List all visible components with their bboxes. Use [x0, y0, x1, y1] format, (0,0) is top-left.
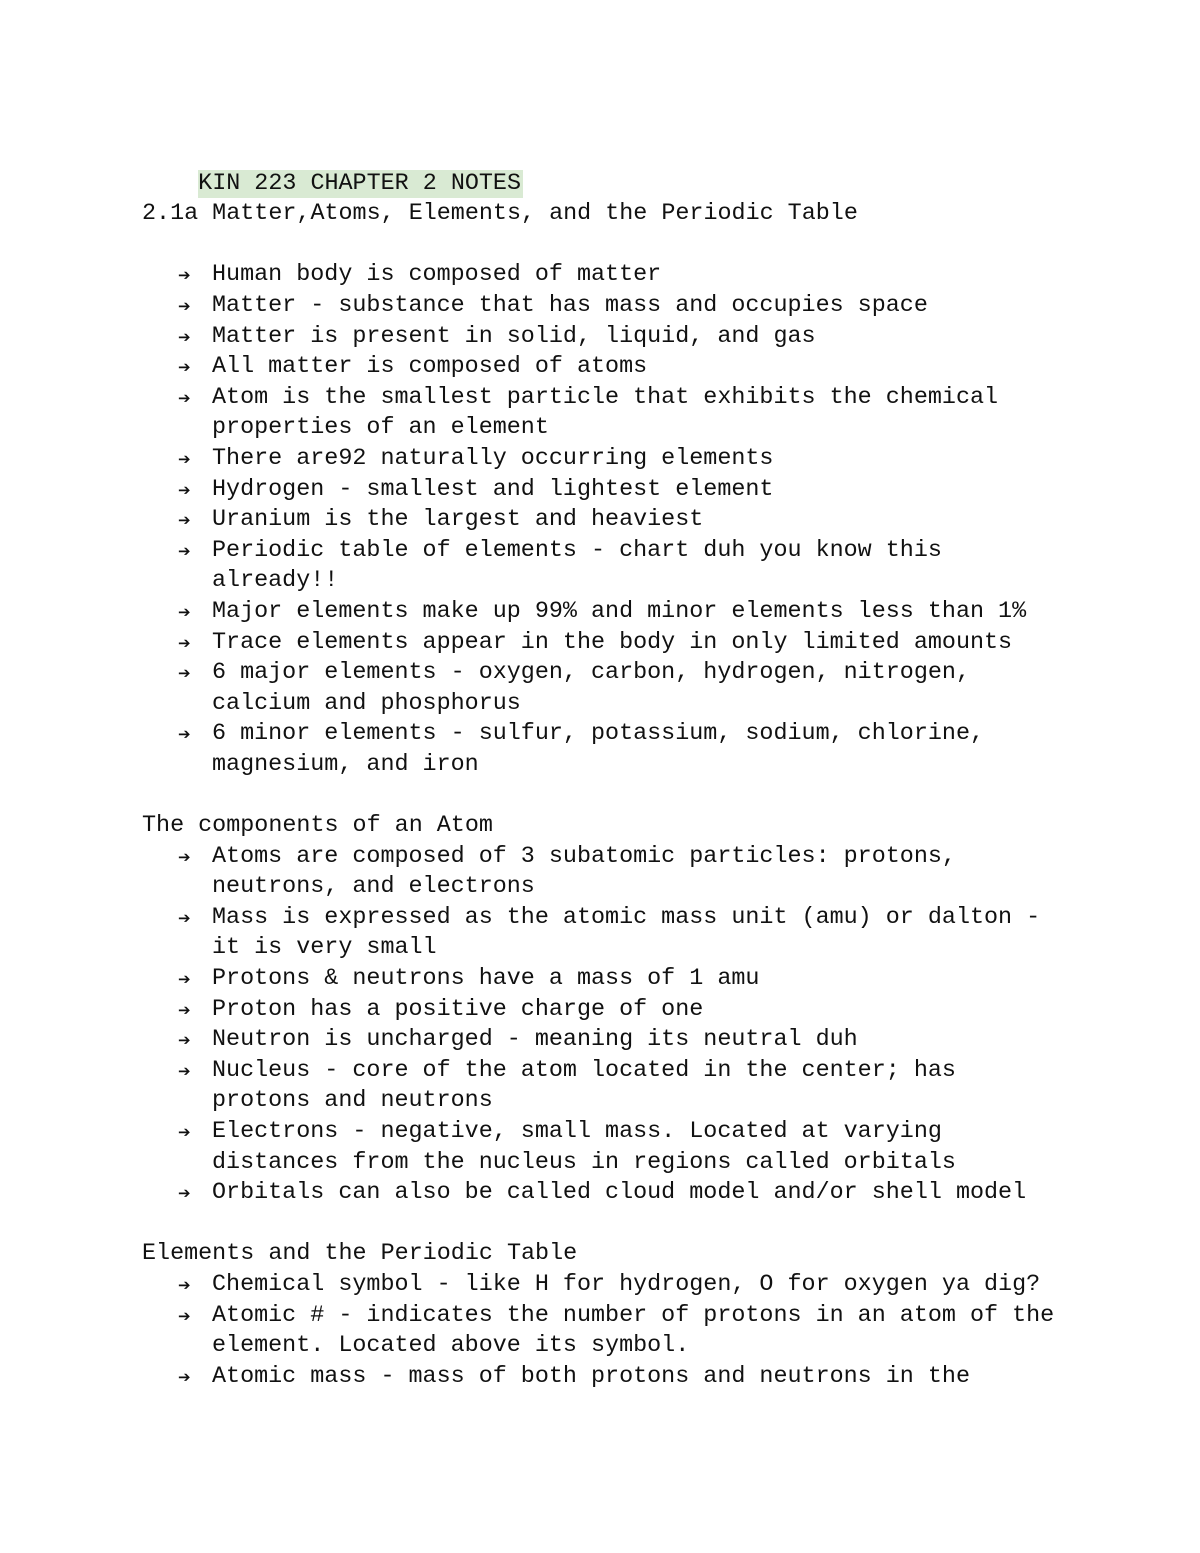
list-item-text: Atoms are composed of 3 subatomic particles: protons,	[212, 843, 956, 870]
arrow-bullet-icon: ➔	[178, 1031, 191, 1050]
list-item-text-continued: magnesium, and iron	[212, 751, 479, 778]
list-item-text: Protons & neutrons have a mass of 1 amu	[212, 966, 760, 993]
list-item	[142, 260, 1112, 291]
list-item-text: Proton has a positive charge of one	[212, 996, 704, 1023]
list-item-text-continued: neutrons, and electrons	[212, 874, 535, 901]
section-heading: Elements and the Periodic Table	[142, 1241, 578, 1268]
arrow-bullet-icon: ➔	[178, 725, 191, 744]
spacer	[142, 230, 1142, 261]
list-item-text: Trace elements appear in the body in only limited amounts	[212, 629, 1013, 656]
list-item	[142, 383, 1112, 444]
spacer	[142, 780, 1142, 811]
list-item-text: Atom is the smallest particle that exhibits the chemical	[212, 384, 999, 411]
list-item-text: Human body is composed of matter	[212, 262, 662, 289]
arrow-bullet-icon: ➔	[178, 480, 191, 499]
arrow-bullet-icon: ➔	[178, 664, 191, 683]
arrow-bullet-icon: ➔	[178, 1184, 191, 1203]
list-item-text: Chemical symbol - like H for hydrogen, O for oxygen ya dig?	[212, 1271, 1041, 1298]
arrow-bullet-icon: ➔	[178, 388, 191, 407]
list-item	[142, 505, 1112, 536]
list-item	[142, 1056, 1112, 1117]
list-item-text: Matter is present in solid, liquid, and gas	[212, 323, 816, 350]
list-item-text: There are92 naturally occurring elements	[212, 445, 774, 472]
arrow-bullet-icon: ➔	[178, 908, 191, 927]
list-item-text: Mass is expressed as the atomic mass unit (amu) or dalton -	[212, 904, 1041, 931]
list-item	[142, 536, 1112, 597]
list-item-text: Matter - substance that has mass and occupies space	[212, 292, 928, 319]
section1-bullet-list	[142, 260, 1142, 780]
arrow-bullet-icon: ➔	[178, 327, 191, 346]
arrow-bullet-icon: ➔	[178, 1061, 191, 1080]
list-item-text: Atomic mass - mass of both protons and neutrons in the	[212, 1363, 970, 1390]
section-heading: The components of an Atom	[142, 813, 493, 840]
list-item	[142, 1178, 1112, 1209]
list-item-text: Uranium is the largest and heaviest	[212, 507, 704, 534]
arrow-bullet-icon: ➔	[178, 1306, 191, 1325]
list-item-text: Major elements make up 99% and minor elements less than 1%	[212, 598, 1027, 625]
list-item	[142, 842, 1112, 903]
arrow-bullet-icon: ➔	[178, 970, 191, 989]
list-item-text-continued: properties of an element	[212, 415, 549, 442]
arrow-bullet-icon: ➔	[178, 449, 191, 468]
arrow-bullet-icon: ➔	[178, 296, 191, 315]
list-item	[142, 995, 1112, 1026]
list-item-text: All matter is composed of atoms	[212, 354, 648, 381]
list-item	[142, 1270, 1112, 1301]
list-item-text: Neutron is uncharged - meaning its neutral duh	[212, 1027, 858, 1054]
section2-bullet-list	[142, 842, 1142, 1209]
list-item-text-continued: protons and neutrons	[212, 1088, 493, 1115]
list-item	[142, 352, 1112, 383]
list-item-text-continued: distances from the nucleus in regions called orbitals	[212, 1149, 956, 1176]
list-item	[142, 475, 1112, 506]
list-item-text: 6 minor elements - sulfur, potassium, sodium, chlorine,	[212, 721, 985, 748]
list-item	[142, 597, 1112, 628]
list-item-text: Atomic # - indicates the number of protons in an atom of the	[212, 1302, 1055, 1329]
arrow-bullet-icon: ➔	[178, 1275, 191, 1294]
list-item	[142, 291, 1112, 322]
list-item	[142, 1301, 1112, 1362]
arrow-bullet-icon: ➔	[178, 358, 191, 377]
arrow-bullet-icon: ➔	[178, 1000, 191, 1019]
list-item	[142, 1117, 1112, 1178]
list-item-text: Electrons - negative, small mass. Located at varying	[212, 1119, 942, 1145]
list-item-text: Periodic table of elements - chart duh you know this	[212, 537, 942, 564]
arrow-bullet-icon: ➔	[178, 511, 191, 530]
list-item	[142, 444, 1112, 475]
document-title: KIN 223 CHAPTER 2 NOTES	[198, 170, 521, 197]
spacer	[142, 1209, 1142, 1240]
list-item	[142, 719, 1112, 780]
list-item	[142, 322, 1112, 353]
section3-bullet-list	[142, 1270, 1142, 1392]
list-item-text: 6 major elements - oxygen, carbon, hydrogen, nitrogen,	[212, 660, 970, 687]
arrow-bullet-icon: ➔	[178, 602, 191, 621]
section-heading: 2.1a Matter,Atoms, Elements, and the Periodic Table	[142, 201, 858, 228]
arrow-bullet-icon: ➔	[178, 266, 191, 285]
list-item	[142, 1362, 1112, 1393]
list-item-text: Nucleus - core of the atom located in the center; has	[212, 1057, 956, 1084]
title-line	[142, 138, 1142, 197]
list-item	[142, 964, 1112, 995]
list-item-text-continued: calcium and phosphorus	[212, 690, 521, 717]
arrow-bullet-icon: ➔	[178, 847, 191, 866]
list-item	[142, 658, 1112, 719]
arrow-bullet-icon: ➔	[178, 541, 191, 560]
arrow-bullet-icon: ➔	[178, 1367, 191, 1386]
list-item-text: Hydrogen - smallest and lightest element	[212, 476, 774, 503]
document-page	[142, 138, 1142, 1392]
list-item	[142, 903, 1112, 964]
list-item	[142, 1025, 1112, 1056]
list-item-text-continued: it is very small	[212, 935, 437, 962]
list-item-text-continued: already!!	[212, 568, 339, 595]
arrow-bullet-icon: ➔	[178, 633, 191, 652]
arrow-bullet-icon: ➔	[178, 1123, 191, 1141]
list-item-text: Orbitals can also be called cloud model and/or shell model	[212, 1180, 1027, 1207]
list-item	[142, 628, 1112, 659]
list-item-text-continued: element. Located above its symbol.	[212, 1333, 690, 1360]
